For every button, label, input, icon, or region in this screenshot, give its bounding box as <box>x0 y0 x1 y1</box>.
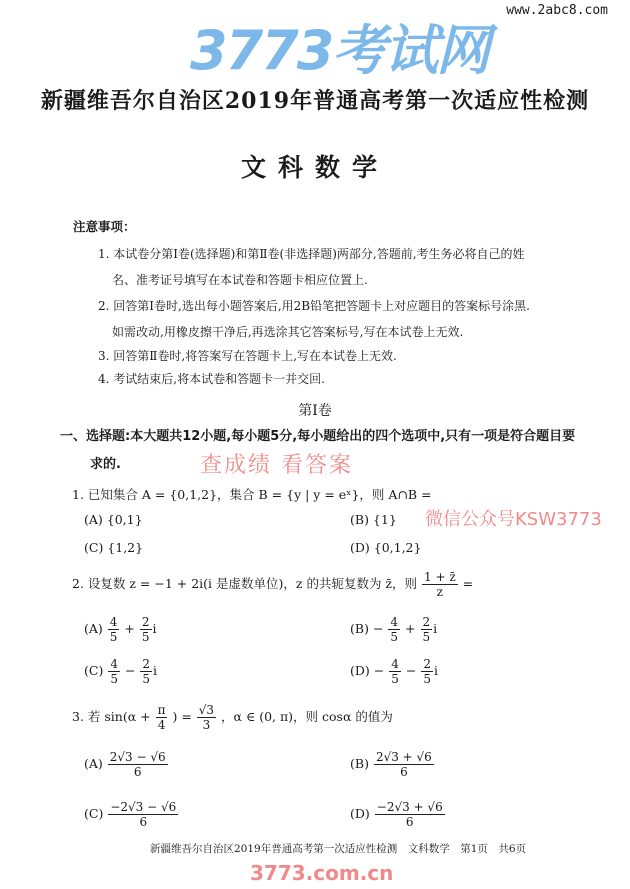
fraction <box>140 615 152 644</box>
fraction <box>108 615 120 644</box>
subject-title: 文科数学 <box>240 153 389 182</box>
operator: − <box>405 663 417 678</box>
numerator: 2√3 + √6 <box>375 750 432 764</box>
q2-option-b <box>350 615 437 644</box>
option-label: (C) <box>84 806 104 821</box>
watermark-domain: 3773.com.cn <box>250 861 394 885</box>
header-url: www.2abc8.com <box>506 3 608 18</box>
numerator: 2 <box>422 615 431 629</box>
fraction <box>140 657 152 686</box>
numerator: 4 <box>390 615 399 629</box>
q2-option-c <box>84 657 157 686</box>
fraction <box>389 657 401 686</box>
option-label: (D) <box>350 663 370 678</box>
numerator: 2 <box>141 615 150 629</box>
imaginary-unit: i <box>152 621 157 636</box>
numerator: 4 <box>109 615 118 629</box>
part-intro: 一、选择题:本大题共12小题,每小题5分,每小题给出的四个选项中,只有一项是符合题目要 <box>60 429 576 444</box>
operator: + <box>405 621 416 636</box>
q3-option-a <box>84 750 169 779</box>
page-footer: 新疆维吾尔自治区2019年普通高考第一次适应性检测 文科数学 第1页 共6页 <box>150 843 527 855</box>
denominator: 6 <box>405 815 414 829</box>
numerator: 2 <box>142 657 151 671</box>
fraction <box>388 615 400 644</box>
denominator: 5 <box>109 630 118 644</box>
fraction <box>421 615 433 644</box>
q3-stem-pre: 3. 若 sin(α + <box>72 709 151 724</box>
denominator: 6 <box>400 765 408 779</box>
denominator: 5 <box>142 672 151 686</box>
q3-stem-fraction-2 <box>197 703 216 732</box>
denominator: z <box>436 585 443 599</box>
q1-option-c: (C) {1,2} <box>84 540 144 555</box>
q3-stem-mid: ) = <box>172 709 192 724</box>
question-2-stem <box>72 570 473 599</box>
option-label: (B) <box>350 756 369 771</box>
imaginary-unit: i <box>433 621 438 636</box>
fraction <box>108 800 178 829</box>
fraction <box>108 750 168 779</box>
denominator: 3 <box>202 718 211 732</box>
imaginary-unit: i <box>433 663 438 678</box>
fraction <box>421 657 433 686</box>
q2-option-d <box>350 657 438 686</box>
q1-option-b: (B) {1} <box>350 512 397 527</box>
option-sign: − <box>372 621 384 636</box>
numerator: −2√3 + √6 <box>376 800 443 814</box>
fraction <box>375 800 445 829</box>
q2-stem-text: 2. 设复数 z = −1 + 2i(i 是虚数单位)，z 的共轭复数为 z̄，则 <box>72 576 418 591</box>
q3-option-c <box>84 800 179 829</box>
section-title: 第Ⅰ卷 <box>298 403 332 419</box>
option-label: (A) <box>84 621 103 636</box>
denominator: 5 <box>422 630 431 644</box>
numerator: 4 <box>391 657 399 671</box>
fraction <box>374 750 434 779</box>
denominator: 5 <box>390 630 399 644</box>
denominator: 6 <box>133 765 142 779</box>
numerator: 1 + z̄ <box>424 570 456 584</box>
q3-option-d <box>350 800 446 829</box>
option-sign: − <box>373 663 385 678</box>
watermark-site: 3773考试网 <box>190 19 489 82</box>
question-3-stem <box>72 703 393 732</box>
numerator: 2√3 − √6 <box>109 750 166 764</box>
q3-stem-end: ，α ∈ (0, π)，则 cosα 的值为 <box>221 709 393 724</box>
numerator: √3 <box>198 703 215 717</box>
notice-line: 3. 回答第Ⅱ卷时,将答案写在答题卡上,写在本试卷上无效. <box>98 349 397 363</box>
denominator: 5 <box>141 630 150 644</box>
imaginary-unit: i <box>153 663 158 678</box>
denominator: 5 <box>110 672 118 686</box>
q2-option-a <box>84 615 157 644</box>
question-1-stem: 1. 已知集合 A = {0,1,2}，集合 B = {y | y = eˣ}，则 A∩B = <box>72 487 432 502</box>
q2-stem-fraction <box>422 570 458 599</box>
watermark-slogan: 查成绩 看答案 <box>200 453 353 478</box>
notice-line: 1. 本试卷分第Ⅰ卷(选择题)和第Ⅱ卷(非选择题)两部分,答题前,考生务必将自己的姓 <box>98 247 525 261</box>
denominator: 6 <box>139 815 148 829</box>
numerator: π <box>157 703 166 717</box>
operator: + <box>124 621 135 636</box>
q3-stem-fraction-1 <box>156 703 168 732</box>
q1-option-d: (D) {0,1,2} <box>350 540 422 555</box>
notice-heading: 注意事项： <box>73 219 136 234</box>
numerator: −2√3 − √6 <box>110 800 177 814</box>
watermark-wechat: 微信公众号KSW3773 <box>425 509 602 530</box>
part-intro-cont: 求的. <box>90 457 121 472</box>
notice-line: 如需改动,用橡皮擦干净后,再选涂其它答案标号,写在本试卷上无效. <box>112 325 464 339</box>
notice-line: 4. 考试结束后,将本试卷和答题卡一并交回. <box>98 372 325 386</box>
numerator: 4 <box>110 657 118 671</box>
denominator: 5 <box>391 672 399 686</box>
denominator: 5 <box>423 672 431 686</box>
notice-line: 2. 回答第Ⅰ卷时,选出每小题答案后,用2B铅笔把答题卡上对应题目的答案标号涂黑. <box>98 299 530 313</box>
option-label: (A) <box>84 756 103 771</box>
q3-option-b <box>350 750 435 779</box>
q2-stem-end: = <box>462 576 474 591</box>
operator: − <box>124 663 136 678</box>
denominator: 4 <box>157 718 166 732</box>
fraction <box>108 657 120 686</box>
numerator: 2 <box>423 657 431 671</box>
notice-line: 名、准考证号填写在本试卷和答题卡相应位置上. <box>112 273 368 287</box>
q1-option-a: (A) {0,1} <box>84 512 143 527</box>
exam-title: 新疆维吾尔自治区2019年普通高考第一次适应性检测 <box>40 88 590 114</box>
option-label: (D) <box>350 806 370 821</box>
option-label: (C) <box>84 663 104 678</box>
option-label: (B) <box>350 621 369 636</box>
